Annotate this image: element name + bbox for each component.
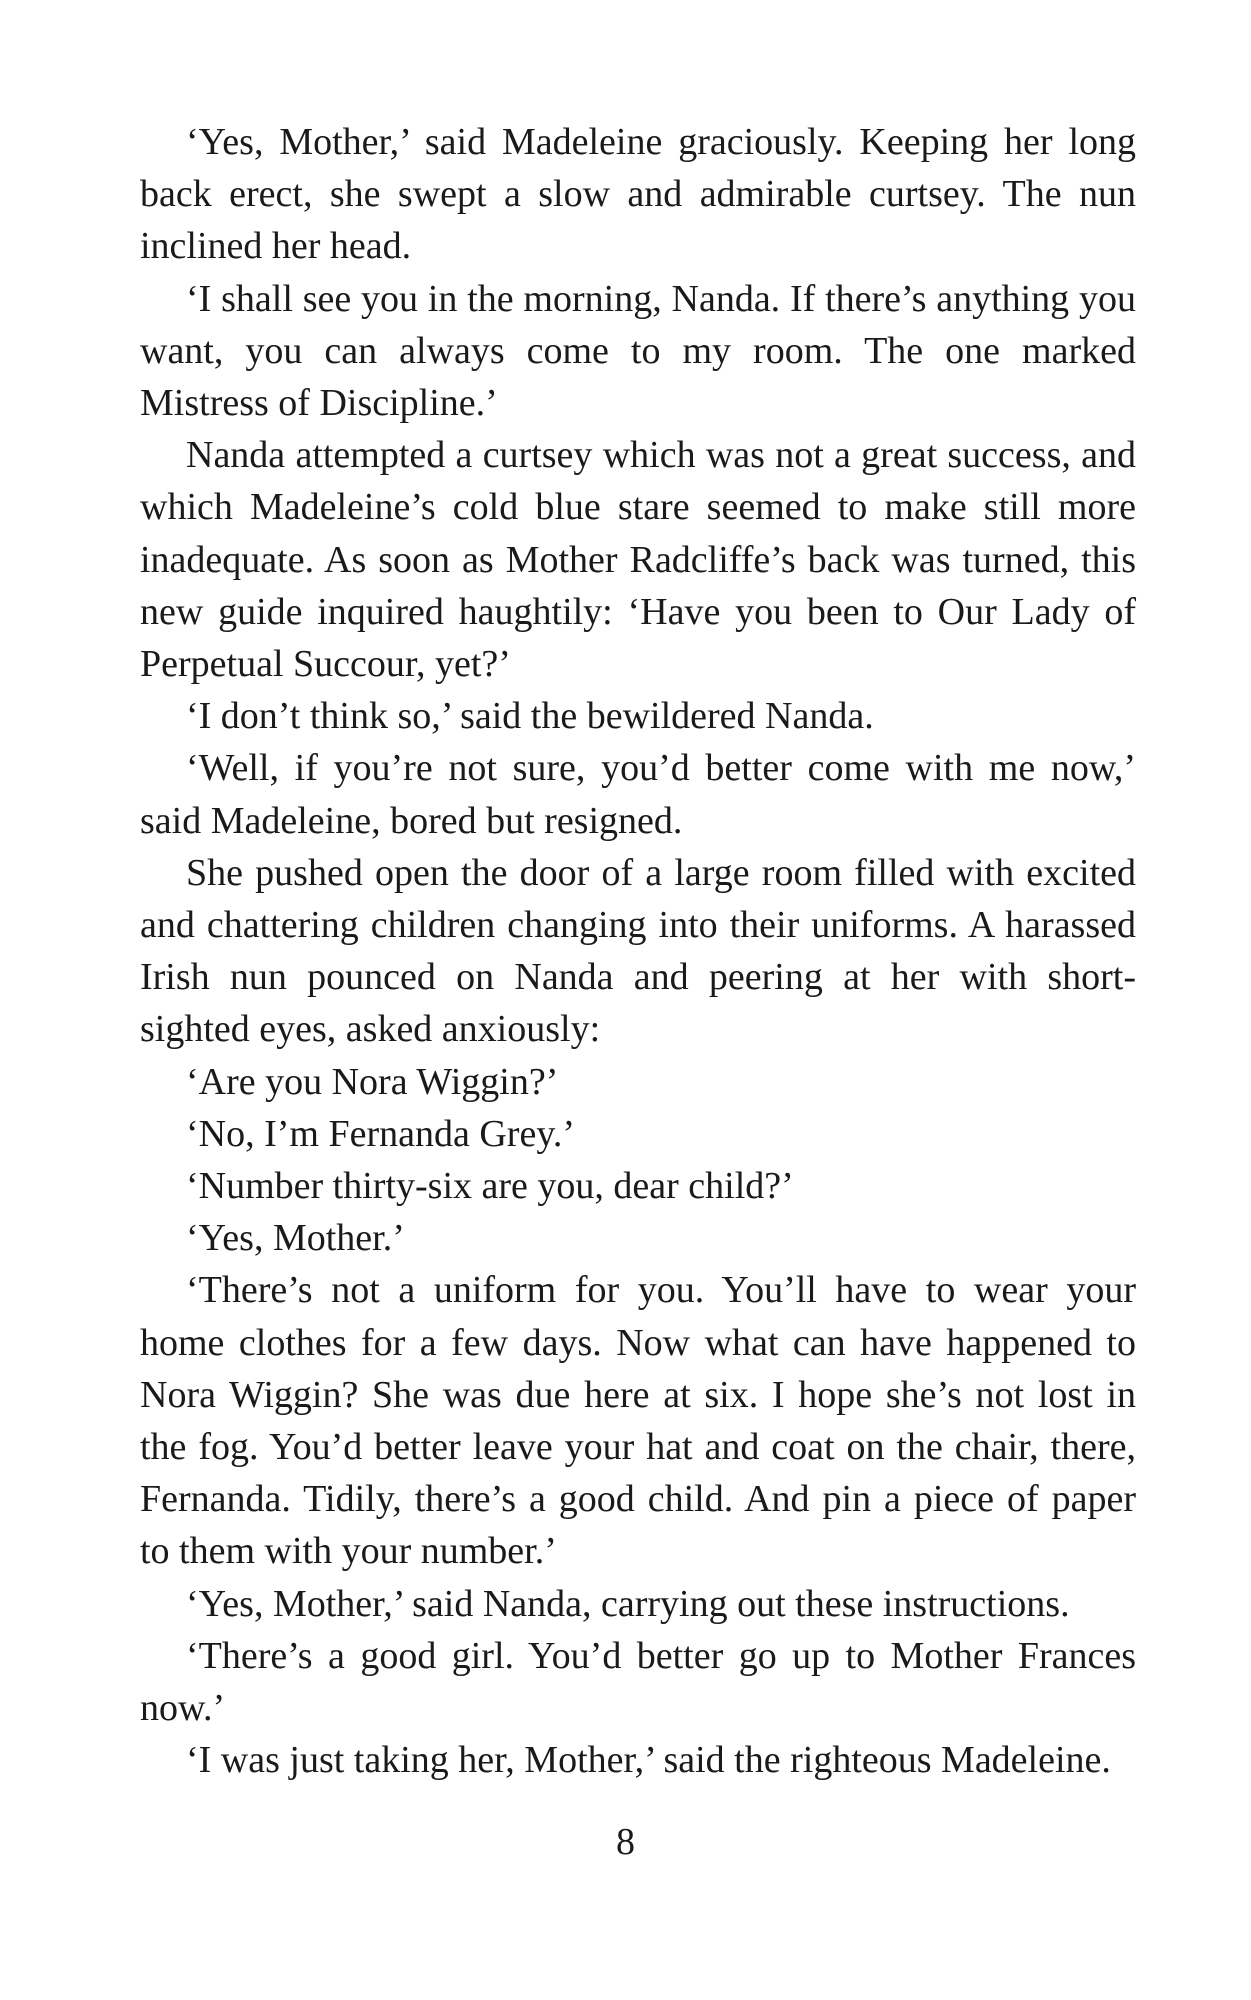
paragraph-10: ‘Yes, Mother.’ xyxy=(186,1217,405,1260)
paragraph-14: ‘I was just taking her, Mother,’ said the righteous Madeleine. xyxy=(186,1739,1111,1782)
paragraph-9: ‘Number thirty-six are you, dear child?’ xyxy=(186,1165,794,1208)
paragraph-8: ‘No, I’m Fernanda Grey.’ xyxy=(186,1112,575,1155)
page-number: 8 xyxy=(616,1821,635,1863)
body-text xyxy=(140,116,1136,1787)
paragraph-6: She pushed open the door of a large room filled with excited and chattering children changing into their uniforms. A harassed Irish nun pounced on Nanda and peering at her with short-sighted eyes, asked anxiously: xyxy=(140,851,1136,1051)
paragraph-5: ‘Well, if you’re not sure, you’d better come with me now,’ said Madeleine, bored but resigned. xyxy=(140,747,1136,842)
paragraph-13: ‘There’s a good girl. You’d better go up to Mother Frances now.’ xyxy=(140,1634,1136,1730)
paragraph-1: ‘Yes, Mother,’ said Madeleine graciously. Keeping her long back erect, she swept a slow and admirable curtsey. The nun inclined her head. xyxy=(140,121,1136,268)
paragraph-7: ‘Are you Nora Wiggin?’ xyxy=(186,1060,559,1103)
paragraph-2: ‘I shall see you in the morning, Nanda. If there’s anything you want, you can always come to my room. The one marked Mistress of Discipline.’ xyxy=(140,277,1136,425)
paragraph-11: ‘There’s not a uniform for you. You’ll have to wear your home clothes for a few days. Now what can have happened to Nora Wiggin? She was due here at six. I hope she’s not lost in the fog. You’d better leave your hat and coat on the chair, there, Fernanda. Tidily, there’s a good child. And pin a piece of paper to them with your number.’ xyxy=(140,1269,1136,1573)
paragraph-4: ‘I don’t think so,’ said the bewildered Nanda. xyxy=(186,695,874,738)
paragraph-12: ‘Yes, Mother,’ said Nanda, carrying out these instructions. xyxy=(186,1582,1070,1625)
paragraph-3: Nanda attempted a curtsey which was not a great success, and which Madeleine’s cold blue stare seemed to make still more inadequate. As soon as Mother Radcliffe’s back was turned, this new guide inquired haughtily: ‘Have you been to Our Lady of Perpetual Succour, yet?’ xyxy=(140,434,1136,686)
